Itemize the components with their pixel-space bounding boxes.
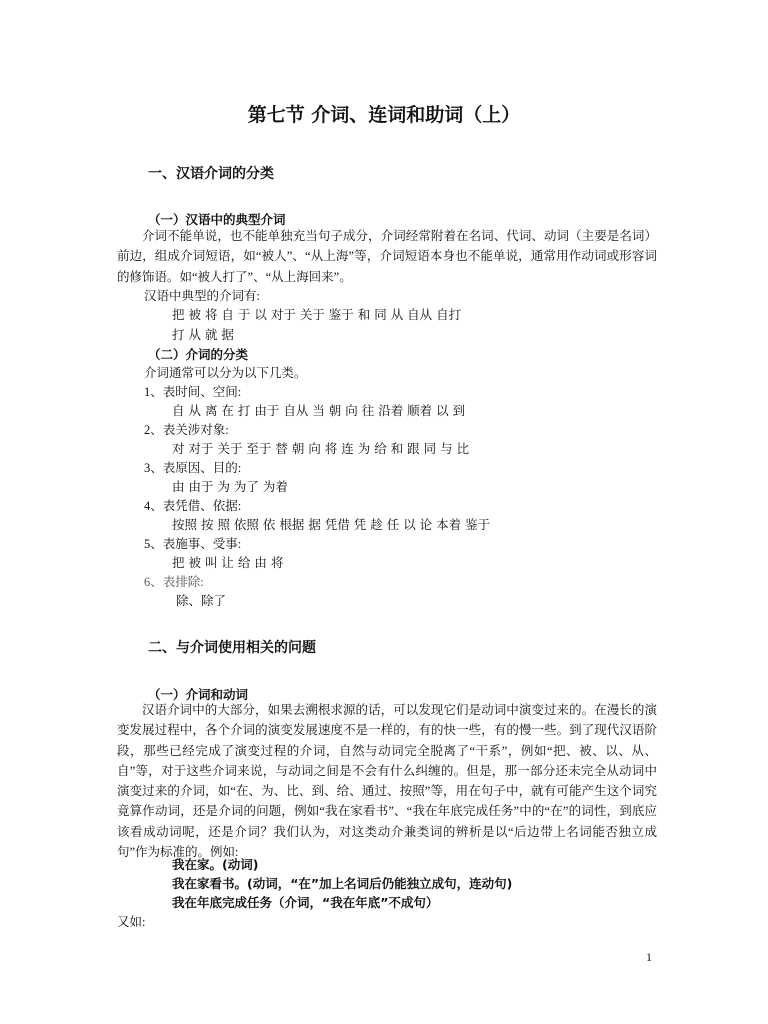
paragraph-preposition-definition: 介词不能单说，也不能单独充当句子成分，介词经常附着在名词、代词、动词（主要是名词）前边，组成介词短语，如“被人”、“从上海”等，介词短语本身也不能单说，通常用作动词或形容词的修饰语。如“被人打了”、“从上海回来”。 xyxy=(117,229,657,284)
class-label-exclusion: 6、表排除: xyxy=(144,575,204,589)
example-sentence-3: 我在年底完成任务（介词，“我在年底”不成句） xyxy=(172,895,439,910)
subheading-prepositions-and-verbs: （一）介词和动词 xyxy=(148,687,249,702)
page-number: 1 xyxy=(646,950,652,964)
further-example-label: 又如: xyxy=(117,915,146,929)
paragraph-prepositions-and-verbs: 汉语介词中的大部分，如果去溯根求源的话，可以发现它们是动词中演变过来的。在漫长的演变发展过程中，各个介词的演变发展速度不是一样的，有的快一些，有的慢一些。到了现代汉语阶段，那些已经完成了演变过程的介词，自然与动词完全脱离了“干系”，例如“把、被、以、从、自”等，对于这些介词来说，与动词之间是不会有什么纠缠的。但是，那一部分还未完全从动词中演变过来的介词，如“在、为、比、到、给、通过、按照”等，用在句子中，就有可能产生这个词究竟算作动词，还是介词的问题，例如“我在家看书”、“我在年底完成任务”中的“在”的词性，到底应该看成动词呢，还是介词？我们认为，对这类动介兼类词的辨析是以“后边带上名词能否独立成句”作为标准的。例如: xyxy=(117,703,657,860)
class-label-basis: 4、表凭借、依据: xyxy=(144,499,242,513)
class-label-time-space: 1、表时间、空间: xyxy=(144,385,242,399)
class-label-object: 2、表关涉对象: xyxy=(144,423,229,437)
class-words-cause: 由 由于 为 为了 为着 xyxy=(172,479,288,494)
class-label-cause: 3、表原因、目的: xyxy=(144,461,242,475)
class-words-agent: 把 被 叫 让 给 由 将 xyxy=(172,555,284,570)
preposition-list-row-2: 打 从 就 据 xyxy=(172,327,234,342)
class-words-exclusion: 除、除了 xyxy=(176,593,227,608)
example-sentence-2: 我在家看书。(动词，“在”加上名词后仍能独立成句，连动句) xyxy=(172,876,513,891)
section-heading-usage-issues: 二、与介词使用相关的问题 xyxy=(148,640,316,656)
class-label-agent: 5、表施事、受事: xyxy=(144,537,242,551)
class-words-object: 对 对于 关于 至于 替 朝 向 将 连 为 给 和 跟 同 与 比 xyxy=(172,441,470,456)
example-sentence-1: 我在家。(动词) xyxy=(172,857,259,872)
subheading-preposition-classes: （二）介词的分类 xyxy=(148,347,249,362)
class-words-basis: 按照 按 照 依照 依 根据 据 凭借 凭 趁 任 以 论 本着 鉴于 xyxy=(172,517,491,532)
preposition-list-row-1: 把 被 将 自 于 以 对于 关于 鉴于 和 同 从 自从 自打 xyxy=(172,307,462,322)
section-heading-classification: 一、汉语介词的分类 xyxy=(148,166,274,182)
page-title: 第七节 介词、连词和助词（上） xyxy=(247,104,521,126)
classes-intro: 介词通常可以分为以下几类。 xyxy=(144,366,307,380)
subheading-typical-prepositions: （一）汉语中的典型介词 xyxy=(148,212,286,227)
class-words-time-space: 自 从 离 在 打 由于 自从 当 朝 向 往 沿着 顺着 以 到 xyxy=(172,403,466,418)
typical-prepositions-intro: 汉语中典型的介词有: xyxy=(144,289,260,303)
